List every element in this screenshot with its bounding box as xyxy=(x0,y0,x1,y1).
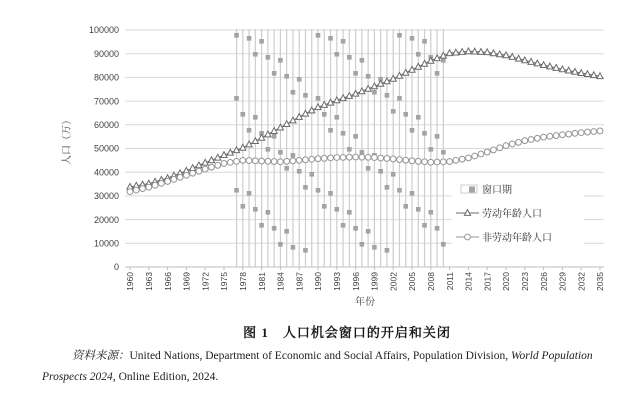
svg-text:2002: 2002 xyxy=(388,272,399,291)
svg-text:10000: 10000 xyxy=(93,238,119,249)
x-axis-labels xyxy=(125,267,605,291)
legend xyxy=(452,178,584,250)
svg-text:2017: 2017 xyxy=(482,272,493,291)
svg-text:1975: 1975 xyxy=(219,272,230,291)
figure-caption: 图 1 人口机会窗口的开启和关闭 xyxy=(243,325,451,340)
legend-label-working-age: 劳动年龄人口 xyxy=(482,209,542,220)
svg-text:2014: 2014 xyxy=(463,272,474,291)
svg-text:20000: 20000 xyxy=(93,214,119,225)
svg-text:1966: 1966 xyxy=(162,272,173,291)
svg-text:90000: 90000 xyxy=(93,48,119,59)
svg-text:1993: 1993 xyxy=(332,272,343,291)
svg-text:2035: 2035 xyxy=(595,272,606,291)
svg-text:0: 0 xyxy=(113,262,119,273)
svg-text:2011: 2011 xyxy=(444,272,455,291)
svg-text:1969: 1969 xyxy=(181,272,192,291)
svg-text:1960: 1960 xyxy=(125,272,136,291)
svg-text:2005: 2005 xyxy=(407,272,418,291)
svg-text:1984: 1984 xyxy=(275,272,286,291)
legend-label-window: 窗口期 xyxy=(482,185,512,196)
svg-text:100000: 100000 xyxy=(88,25,119,36)
x-axis-title: 年份 xyxy=(355,297,375,308)
svg-text:2029: 2029 xyxy=(557,272,568,291)
svg-text:40000: 40000 xyxy=(93,167,119,178)
y-axis-labels xyxy=(89,25,119,272)
svg-text:2020: 2020 xyxy=(501,272,512,291)
figure-source xyxy=(42,346,612,388)
svg-text:2008: 2008 xyxy=(426,272,437,291)
svg-text:1972: 1972 xyxy=(200,272,211,291)
svg-text:2023: 2023 xyxy=(520,272,531,291)
svg-text:1996: 1996 xyxy=(350,272,361,291)
source-line-1: 资料来源：United Nations, Department of Economic and Social Affairs, Population Division, World Population xyxy=(72,350,593,362)
legend-label-non-working-age: 非劳动年龄人口 xyxy=(482,233,552,244)
svg-text:1990: 1990 xyxy=(313,272,324,291)
svg-text:70000: 70000 xyxy=(93,96,119,107)
svg-text:80000: 80000 xyxy=(93,72,119,83)
svg-text:1987: 1987 xyxy=(294,272,305,291)
svg-text:1963: 1963 xyxy=(144,272,155,291)
svg-text:60000: 60000 xyxy=(93,120,119,130)
svg-text:1981: 1981 xyxy=(256,272,267,291)
svg-text:1999: 1999 xyxy=(369,272,380,291)
svg-text:1978: 1978 xyxy=(238,272,249,291)
svg-text:30000: 30000 xyxy=(93,191,119,202)
source-line-2: Prospects 2024, Online Edition, 2024. xyxy=(42,371,219,383)
y-axis-title: 人口（万） xyxy=(62,115,73,165)
svg-text:50000: 50000 xyxy=(93,143,119,154)
svg-text:2026: 2026 xyxy=(538,272,549,291)
svg-text:2032: 2032 xyxy=(576,272,587,291)
